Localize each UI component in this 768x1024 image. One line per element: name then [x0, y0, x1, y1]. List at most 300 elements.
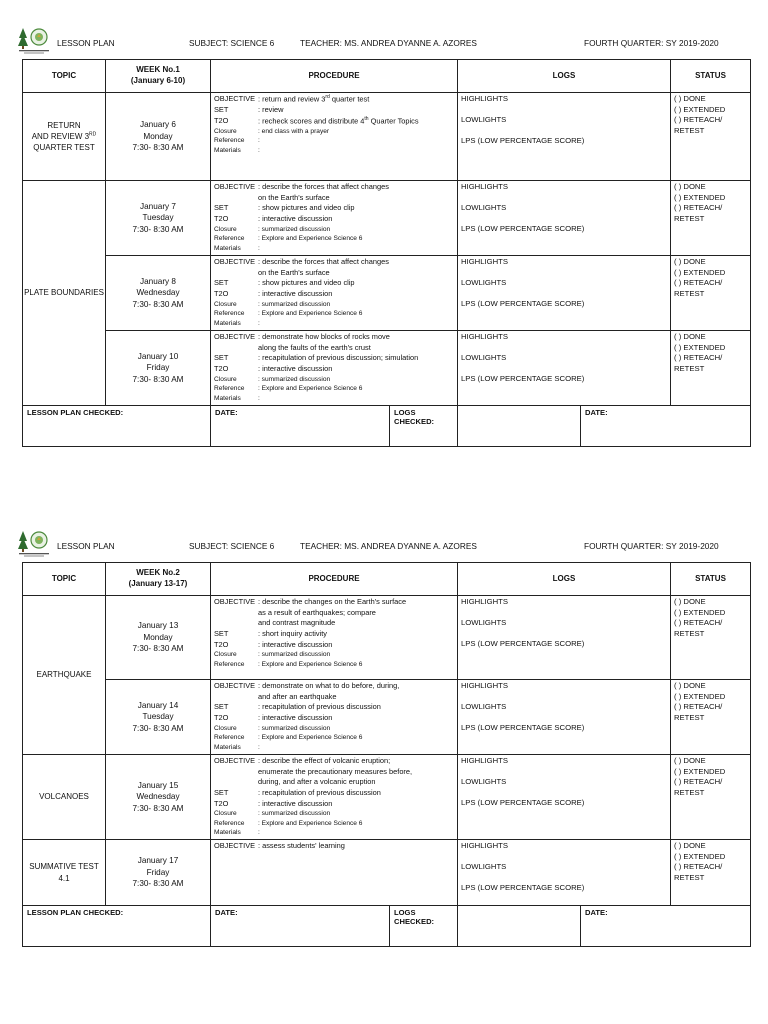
signoff-row — [23, 906, 751, 947]
procedure-line — [214, 733, 454, 742]
topic-column-header: TOPIC — [23, 60, 106, 93]
procedure-cell — [211, 93, 458, 181]
procedure-line — [214, 608, 454, 619]
date-cell — [106, 331, 211, 406]
procedure-value: : show pictures and video clip — [258, 203, 355, 213]
procedure-value: along the faults of the earth's crust — [258, 342, 371, 352]
logs-lowlights-label: LOWLIGHTS — [461, 777, 507, 786]
status-cell — [671, 840, 751, 906]
procedure-key: Materials — [214, 743, 241, 751]
status-option: ( ) RETEACH/ — [674, 618, 723, 628]
status-option: ( ) DONE — [674, 182, 706, 191]
procedure-key: SET — [214, 628, 229, 638]
procedure-line — [214, 364, 454, 375]
status-cell — [671, 331, 751, 406]
teacher-label: TEACHER: MS. ANDREA DYANNE A. AZORES — [300, 38, 477, 48]
procedure-value: and contrast magnitude — [258, 618, 336, 628]
procedure-line — [214, 105, 454, 116]
procedure-key: Reference — [214, 734, 245, 742]
procedure-line — [214, 300, 454, 309]
logs-lowlights-label: LOWLIGHTS — [461, 618, 507, 627]
lesson-time: 7:30- 8:30 AM — [132, 143, 184, 153]
status-option: ( ) EXTENDED — [674, 691, 726, 701]
procedure-cell — [211, 840, 458, 906]
lesson-date: January 14 — [137, 700, 179, 710]
lesson-plan-label: LESSON PLAN — [57, 541, 115, 551]
table-row — [23, 840, 751, 906]
topic-text: VOLCANOES — [39, 792, 89, 802]
procedure-value: : interactive discussion — [258, 712, 333, 722]
sheet-header — [0, 523, 768, 561]
procedure-value: : Explore and Experience Science 6 — [258, 660, 363, 668]
lesson-day: Friday — [146, 363, 170, 373]
topic-text: RETURN AND REVIEW 3RD QUARTER TEST — [31, 120, 97, 153]
procedure-key — [214, 777, 258, 788]
status-cell — [671, 680, 751, 755]
table-row — [23, 331, 751, 406]
procedure-key: Closure — [214, 127, 237, 135]
lesson-plan-checked-field: LESSON PLAN CHECKED: — [23, 406, 211, 447]
lesson-date: January 17 — [137, 856, 179, 866]
procedure-value: as a result of earthquakes; compare — [258, 607, 376, 617]
procedure-line — [214, 640, 454, 651]
status-option: ( ) DONE — [674, 841, 706, 850]
procedure-key: T2O — [214, 213, 229, 223]
procedure-line — [214, 203, 454, 214]
school-logo-icon — [17, 25, 51, 55]
status-option: ( ) DONE — [674, 94, 706, 103]
procedure-line — [214, 146, 454, 155]
date-cell — [106, 181, 211, 256]
procedure-key: Materials — [214, 244, 241, 252]
logs-lps-label: LPS (LOW PERCENTAGE SCORE) — [461, 883, 585, 892]
procedure-key: SET — [214, 278, 229, 288]
procedure-line — [214, 660, 454, 669]
procedure-value: : short inquiry activity — [258, 628, 328, 638]
procedure-line — [214, 193, 454, 204]
procedure-key: T2O — [214, 712, 229, 722]
procedure-value: : interactive discussion — [258, 639, 333, 649]
table-row — [23, 93, 751, 181]
procedure-line — [214, 182, 454, 193]
procedure-line — [214, 309, 454, 318]
status-option: ( ) EXTENDED — [674, 104, 726, 114]
status-option: ( ) RETEACH/ — [674, 203, 723, 213]
week-number: WEEK No.1 — [136, 65, 180, 75]
procedure-value: : show pictures and video clip — [258, 278, 355, 288]
logs-lowlights-label: LOWLIGHTS — [461, 278, 507, 287]
logs-highlights-label: HIGHLIGHTS — [461, 182, 508, 191]
procedure-value: on the Earth's surface — [258, 192, 330, 202]
topic-cell — [23, 181, 106, 406]
procedure-key: OBJECTIVE — [214, 597, 256, 606]
status-option: RETEST — [674, 628, 705, 638]
logs-cell — [458, 680, 671, 755]
status-option: ( ) RETEACH/ — [674, 777, 723, 787]
procedure-line — [214, 234, 454, 243]
procedure-line — [214, 136, 454, 145]
status-option: RETEST — [674, 712, 705, 722]
status-cell — [671, 93, 751, 181]
procedure-value: : describe the effect of volcanic eruption; — [258, 756, 391, 765]
procedure-cell — [211, 181, 458, 256]
date-field-2: DATE: — [458, 406, 751, 447]
lesson-day: Monday — [143, 632, 173, 642]
lesson-day: Tuesday — [142, 712, 174, 722]
logs-column-header: LOGS — [458, 60, 671, 93]
logs-lowlights-label: LOWLIGHTS — [461, 862, 507, 871]
procedure-key: OBJECTIVE — [214, 841, 256, 850]
procedure-column-header: PROCEDURE — [211, 60, 458, 93]
status-option: RETEST — [674, 363, 705, 373]
procedure-cell — [211, 680, 458, 755]
procedure-line — [214, 809, 454, 818]
procedure-line — [214, 94, 454, 105]
procedure-value: : interactive discussion — [258, 288, 333, 298]
logs-lps-label: LPS (LOW PERCENTAGE SCORE) — [461, 798, 585, 807]
logs-column-header: LOGS — [458, 563, 671, 596]
logs-lps-label: LPS (LOW PERCENTAGE SCORE) — [461, 723, 585, 732]
procedure-line — [214, 828, 454, 837]
procedure-key: T2O — [214, 288, 229, 298]
logs-checked-field: LOGS CHECKED: — [389, 906, 453, 946]
procedure-value: : recheck scores and distribute 4th Quarter Topics — [258, 115, 419, 126]
status-option: ( ) DONE — [674, 681, 706, 690]
procedure-key: Reference — [214, 385, 245, 393]
procedure-key: SET — [214, 702, 229, 712]
procedure-line — [214, 788, 454, 799]
logs-lowlights-label: LOWLIGHTS — [461, 353, 507, 362]
procedure-value: : Explore and Experience Science 6 — [258, 235, 363, 243]
procedure-value: : summarized discussion — [258, 375, 331, 383]
procedure-line — [214, 650, 454, 659]
lesson-date: January 15 — [137, 780, 179, 790]
date-field-2: DATE: — [458, 906, 751, 947]
logs-highlights-label: HIGHLIGHTS — [461, 332, 508, 341]
logs-lps-label: LPS (LOW PERCENTAGE SCORE) — [461, 224, 585, 233]
logs-lps-label: LPS (LOW PERCENTAGE SCORE) — [461, 299, 585, 308]
lesson-plan-table — [22, 562, 751, 947]
date-cell — [106, 680, 211, 755]
procedure-line — [214, 257, 454, 268]
procedure-value: : recapitulation of previous discussion; simulation — [258, 353, 419, 363]
procedure-value: : — [258, 829, 260, 837]
procedure-value: : summarized discussion — [258, 225, 331, 233]
procedure-value: : interactive discussion — [258, 798, 333, 808]
procedure-line — [214, 597, 454, 608]
status-cell — [671, 755, 751, 840]
procedure-value: : — [258, 146, 260, 154]
procedure-value: and after an earthquake — [258, 691, 337, 701]
lesson-time: 7:30- 8:30 AM — [132, 224, 184, 234]
status-option: RETEST — [674, 787, 705, 797]
topic-text: PLATE BOUNDARIES — [24, 288, 104, 298]
status-option: ( ) RETEACH/ — [674, 702, 723, 712]
procedure-line — [214, 268, 454, 279]
status-option: ( ) DONE — [674, 756, 706, 765]
lesson-date: January 10 — [137, 351, 179, 361]
procedure-key: T2O — [214, 363, 229, 373]
procedure-key — [214, 268, 258, 279]
status-option: ( ) RETEACH/ — [674, 278, 723, 288]
procedure-cell — [211, 755, 458, 840]
procedure-key: SET — [214, 787, 229, 797]
procedure-key: Closure — [214, 724, 237, 732]
week-number: WEEK No.2 — [136, 568, 180, 578]
procedure-value: : Explore and Experience Science 6 — [258, 310, 363, 318]
procedure-line — [214, 278, 454, 289]
lesson-date: January 7 — [140, 201, 176, 211]
procedure-value: : Explore and Experience Science 6 — [258, 385, 363, 393]
lesson-time: 7:30- 8:30 AM — [132, 299, 184, 309]
status-option: ( ) EXTENDED — [674, 192, 726, 202]
procedure-value: : describe the forces that affect changes — [258, 182, 389, 191]
subject-label: SUBJECT: SCIENCE 6 — [189, 38, 275, 48]
procedure-value: : Explore and Experience Science 6 — [258, 819, 363, 827]
table-row — [23, 755, 751, 840]
logs-highlights-label: HIGHLIGHTS — [461, 597, 508, 606]
procedure-value: on the Earth's surface — [258, 267, 330, 277]
procedure-key — [214, 692, 258, 703]
logs-lowlights-label: LOWLIGHTS — [461, 702, 507, 711]
procedure-key: T2O — [214, 798, 229, 808]
logs-cell — [458, 596, 671, 680]
procedure-line — [214, 841, 454, 852]
logs-highlights-label: HIGHLIGHTS — [461, 756, 508, 765]
status-option: ( ) EXTENDED — [674, 267, 726, 277]
procedure-line — [214, 777, 454, 788]
status-option: ( ) EXTENDED — [674, 607, 726, 617]
procedure-value: : summarized discussion — [258, 810, 331, 818]
logs-highlights-label: HIGHLIGHTS — [461, 841, 508, 850]
lesson-plan-label: LESSON PLAN — [57, 38, 115, 48]
procedure-cell — [211, 256, 458, 331]
status-option: RETEST — [674, 125, 705, 135]
teacher-label: TEACHER: MS. ANDREA DYANNE A. AZORES — [300, 541, 477, 551]
week-column-header — [106, 60, 211, 93]
procedure-key: Closure — [214, 300, 237, 308]
procedure-key: Reference — [214, 819, 245, 827]
procedure-value: : assess students' learning — [258, 841, 345, 850]
status-option: RETEST — [674, 288, 705, 298]
date-cell — [106, 93, 211, 181]
quarter-label: FOURTH QUARTER: SY 2019-2020 — [584, 541, 719, 551]
status-column-header: STATUS — [671, 60, 751, 93]
procedure-key: Closure — [214, 651, 237, 659]
topic-cell — [23, 596, 106, 755]
logs-checked-field: LOGS CHECKED: — [389, 406, 453, 446]
procedure-value: enumerate the precautionary measures before, — [258, 766, 413, 776]
lesson-day: Tuesday — [142, 213, 174, 223]
procedure-key — [214, 608, 258, 619]
procedure-key: OBJECTIVE — [214, 257, 256, 266]
procedure-line — [214, 116, 454, 127]
procedure-key — [214, 193, 258, 204]
status-cell — [671, 596, 751, 680]
procedure-key: Closure — [214, 225, 237, 233]
date-cell — [106, 256, 211, 331]
procedure-line — [214, 127, 454, 136]
procedure-column-header: PROCEDURE — [211, 563, 458, 596]
status-option: ( ) RETEACH/ — [674, 115, 723, 125]
date-cell — [106, 840, 211, 906]
procedure-line — [214, 756, 454, 767]
procedure-value: : interactive discussion — [258, 363, 333, 373]
logs-lps-label: LPS (LOW PERCENTAGE SCORE) — [461, 136, 585, 145]
procedure-value: : summarized discussion — [258, 300, 331, 308]
procedure-value: : — [258, 319, 260, 327]
procedure-value: : — [258, 394, 260, 402]
week-column-header — [106, 563, 211, 596]
status-option: RETEST — [674, 213, 705, 223]
procedure-value: : summarized discussion — [258, 724, 331, 732]
procedure-key — [214, 767, 258, 778]
procedure-key: OBJECTIVE — [214, 756, 256, 765]
lesson-date: January 8 — [140, 276, 176, 286]
procedure-line — [214, 692, 454, 703]
procedure-key: T2O — [214, 639, 229, 649]
lesson-time: 7:30- 8:30 AM — [132, 723, 184, 733]
procedure-line — [214, 319, 454, 328]
procedure-line — [214, 713, 454, 724]
logs-cell — [458, 840, 671, 906]
lesson-date: January 6 — [140, 120, 176, 130]
status-option: ( ) DONE — [674, 597, 706, 606]
procedure-line — [214, 702, 454, 713]
logs-cell — [458, 93, 671, 181]
table-row — [23, 680, 751, 755]
procedure-line — [214, 384, 454, 393]
procedure-value: : review — [258, 105, 284, 115]
procedure-key: Materials — [214, 319, 241, 327]
procedure-line — [214, 819, 454, 828]
status-option: ( ) EXTENDED — [674, 851, 726, 861]
procedure-value: : — [258, 743, 260, 751]
logs-lps-label: LPS (LOW PERCENTAGE SCORE) — [461, 374, 585, 383]
procedure-value: : recapitulation of previous discussion — [258, 702, 381, 712]
procedure-key: Materials — [214, 394, 241, 402]
procedure-key: OBJECTIVE — [214, 681, 256, 690]
procedure-key: Reference — [214, 137, 245, 145]
procedure-line — [214, 743, 454, 752]
procedure-key: SET — [214, 105, 229, 115]
signoff-row — [23, 406, 751, 447]
procedure-line — [214, 343, 454, 354]
logs-cell — [458, 181, 671, 256]
lesson-day: Wednesday — [136, 792, 180, 802]
procedure-value: : demonstrate how blocks of rocks move — [258, 332, 390, 341]
lesson-date: January 13 — [137, 621, 179, 631]
procedure-value: : end class with a prayer — [258, 127, 330, 135]
date-cell — [106, 755, 211, 840]
procedure-key — [214, 618, 258, 629]
procedure-key: Reference — [214, 235, 245, 243]
table-header-row — [23, 563, 751, 596]
lesson-day: Friday — [146, 867, 170, 877]
topic-cell — [23, 840, 106, 906]
topic-cell — [23, 755, 106, 840]
procedure-line — [214, 629, 454, 640]
procedure-value: : return and review 3rd quarter test — [258, 94, 370, 104]
procedure-key: Closure — [214, 375, 237, 383]
procedure-line — [214, 394, 454, 403]
logs-lowlights-label: LOWLIGHTS — [461, 115, 507, 124]
procedure-line — [214, 767, 454, 778]
status-option: ( ) EXTENDED — [674, 766, 726, 776]
lesson-plan-table — [22, 59, 751, 447]
procedure-key: Reference — [214, 310, 245, 318]
procedure-value: : describe the changes on the Earth's surface — [258, 597, 407, 606]
procedure-line — [214, 214, 454, 225]
lesson-time: 7:30- 8:30 AM — [132, 879, 184, 889]
procedure-cell — [211, 596, 458, 680]
week-dates: (January 6-10) — [130, 76, 186, 85]
topic-text: SUMMATIVE TEST 4.1 — [29, 862, 99, 883]
lesson-time: 7:30- 8:30 AM — [132, 374, 184, 384]
lesson-day: Wednesday — [136, 288, 180, 298]
procedure-value: : summarized discussion — [258, 651, 331, 659]
procedure-key — [214, 343, 258, 354]
date-field: DATE: LOGS CHECKED: — [211, 906, 458, 947]
procedure-key: SET — [214, 203, 229, 213]
procedure-cell — [211, 331, 458, 406]
week-dates: (January 13-17) — [128, 579, 188, 588]
logs-highlights-label: HIGHLIGHTS — [461, 94, 508, 103]
procedure-value: : interactive discussion — [258, 213, 333, 223]
logs-lps-label: LPS (LOW PERCENTAGE SCORE) — [461, 639, 585, 648]
sheet-header — [0, 20, 768, 58]
procedure-line — [214, 289, 454, 300]
procedure-value: : recapitulation of previous discussion — [258, 787, 381, 797]
school-logo-icon — [17, 528, 51, 558]
procedure-line — [214, 353, 454, 364]
procedure-value: : demonstrate on what to do before, during, — [258, 681, 400, 690]
procedure-line — [214, 724, 454, 733]
status-option: ( ) EXTENDED — [674, 342, 726, 352]
procedure-value: during, and after a volcanic eruption — [258, 777, 376, 787]
table-header-row — [23, 60, 751, 93]
date-cell — [106, 596, 211, 680]
procedure-key: Materials — [214, 829, 241, 837]
procedure-key: OBJECTIVE — [214, 182, 256, 191]
table-row — [23, 256, 751, 331]
subject-label: SUBJECT: SCIENCE 6 — [189, 541, 275, 551]
status-option: ( ) DONE — [674, 257, 706, 266]
status-option: ( ) DONE — [674, 332, 706, 341]
procedure-key: Materials — [214, 146, 241, 154]
status-option: RETEST — [674, 872, 705, 882]
logs-lowlights-label: LOWLIGHTS — [461, 203, 507, 212]
lesson-time: 7:30- 8:30 AM — [132, 803, 184, 813]
quarter-label: FOURTH QUARTER: SY 2019-2020 — [584, 38, 719, 48]
logs-highlights-label: HIGHLIGHTS — [461, 257, 508, 266]
procedure-line — [214, 799, 454, 810]
topic-cell — [23, 93, 106, 181]
procedure-key: Closure — [214, 810, 237, 818]
procedure-key: SET — [214, 353, 229, 363]
date-field: DATE: LOGS CHECKED: — [211, 406, 458, 447]
procedure-line — [214, 225, 454, 234]
logs-cell — [458, 755, 671, 840]
topic-text: EARTHQUAKE — [36, 670, 92, 680]
status-cell — [671, 256, 751, 331]
procedure-line — [214, 244, 454, 253]
procedure-line — [214, 332, 454, 343]
status-column-header: STATUS — [671, 563, 751, 596]
status-option: ( ) RETEACH/ — [674, 862, 723, 872]
procedure-key: Reference — [214, 660, 245, 668]
topic-column-header: TOPIC — [23, 563, 106, 596]
